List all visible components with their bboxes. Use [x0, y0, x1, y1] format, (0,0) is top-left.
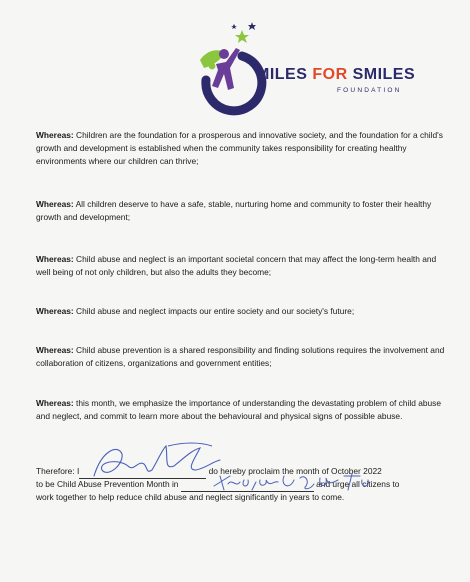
- whereas-label: Whereas:: [36, 199, 74, 209]
- whereas-text: Child abuse and neglect is an important societal concern that may affect the long-term health and well being of not only children, but also the adults they become;: [36, 254, 437, 277]
- whereas-text: Children are the foundation for a prosperous and innovative society, and the foundation for a child's growth and development is established when the community takes responsibility for creating healthy environments where our children can thrive;: [36, 130, 443, 166]
- therefore-label: Therefore: I: [36, 466, 80, 476]
- whereas-label: Whereas:: [36, 306, 74, 316]
- whereas-label: Whereas:: [36, 398, 74, 408]
- whereas-paragraph-3: [36, 253, 448, 279]
- whereas-text: Child abuse and neglect impacts our entire society and our society's future;: [73, 306, 355, 316]
- proclamation-line-3: work together to help reduce child abuse and neglect significantly in years to come.: [36, 492, 345, 502]
- whereas-paragraph-6: [36, 397, 448, 423]
- logo-name-part1: MILES: [256, 66, 313, 83]
- handwritten-town-name: [210, 470, 380, 496]
- whereas-text: this month, we emphasize the importance of understanding the devastating problem of child abuse and neglect, and commit to learn more about the behavioural and physical signs of possible abuse.: [36, 398, 442, 421]
- whereas-text: Child abuse prevention is a shared responsibility and finding solutions requires the involvement and collaboration of citizens, organizations and government entities;: [36, 345, 445, 368]
- whereas-label: Whereas:: [36, 254, 74, 264]
- logo-name-part2: FOR: [312, 66, 348, 83]
- logo-name-part3: SMILES: [347, 66, 416, 83]
- whereas-text: All children deserve to have a safe, stable, nurturing home and community to foster their healthy growth and development;: [36, 199, 432, 222]
- proclamation-month-text: to be Child Abuse Prevention Month in: [36, 479, 179, 489]
- whereas-paragraph-1: [36, 129, 448, 168]
- foundation-logo: [196, 20, 436, 116]
- logo-wordmark: [256, 66, 415, 84]
- whereas-paragraph-4: [36, 305, 448, 318]
- handwritten-signature: [88, 440, 228, 484]
- whereas-label: Whereas:: [36, 130, 74, 140]
- logo-subtitle: FOUNDATION: [337, 87, 402, 94]
- whereas-paragraph-2: [36, 198, 448, 224]
- whereas-label: Whereas:: [36, 345, 74, 355]
- whereas-paragraph-5: [36, 344, 448, 370]
- proclaim-text: do hereby proclaim the month of October 2022: [206, 466, 382, 476]
- urge-text: and urge all citizens to: [313, 479, 400, 489]
